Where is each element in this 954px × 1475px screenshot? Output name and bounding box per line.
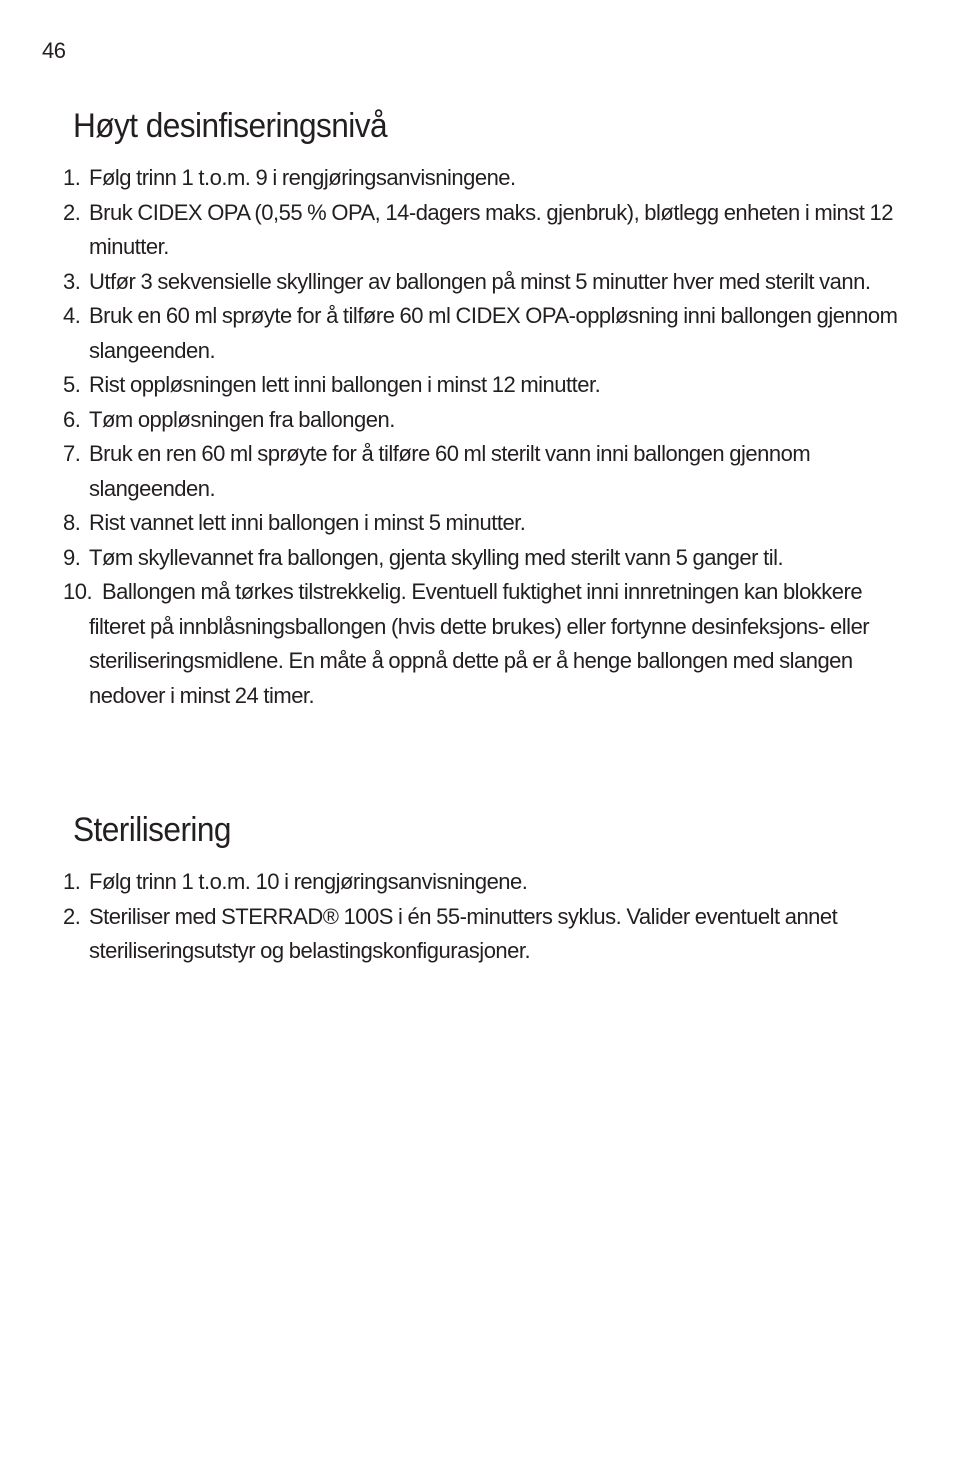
- page-number: 46: [42, 38, 66, 63]
- list-item: [0, 575, 919, 713]
- step-text: Følg trinn 1 t.o.m. 9 i rengjøringsanvisningene.: [89, 165, 516, 190]
- step-text: Rist oppløsningen lett inni ballongen i minst 12 minutter.: [89, 372, 601, 397]
- list-item: [0, 161, 919, 196]
- section-title: Høyt desinfiseringsnivå: [73, 107, 388, 145]
- step-number: 1.: [63, 869, 81, 894]
- list-item: [0, 865, 919, 900]
- step-list: [0, 865, 954, 969]
- list-item: [0, 403, 919, 438]
- step-number: 8.: [63, 510, 81, 535]
- section-title: Sterilisering: [73, 811, 231, 849]
- step-text: Bruk CIDEX OPA (0,55 % OPA, 14-dagers maks. gjenbruk), bløtlegg enheten i minst 12 minutter.: [89, 199, 893, 259]
- step-number: 2.: [63, 199, 81, 225]
- section-high-level-disinfection: [0, 104, 954, 713]
- step-number: 9.: [63, 544, 81, 570]
- step-text: Ballongen må tørkes tilstrekkelig. Eventuell fuktighet inni innretningen kan blokkere filteret på innblåsningsballongen (hvis dette brukes) eller fortynne desinfeksjons- eller steriliseringsmidlene. En måte å oppnå dette på er å henge ballongen med slangen nedover i minst 24 timer.: [89, 579, 870, 708]
- step-number: 10.: [63, 579, 93, 604]
- list-item: [0, 196, 919, 265]
- step-text: Utfør 3 sekvensielle skyllinger av ballongen på minst 5 minutter hver med sterilt vann.: [89, 268, 871, 294]
- section-sterilization: [0, 808, 954, 969]
- step-text: Tøm oppløsningen fra ballongen.: [89, 406, 395, 432]
- step-text: Bruk en 60 ml sprøyte for å tilføre 60 ml CIDEX OPA-oppløsning inni ballongen gjennom slangeenden.: [89, 303, 898, 363]
- list-item: [0, 900, 919, 969]
- step-text: Steriliser med STERRAD® 100S i én 55-minutters syklus. Valider eventuelt annet steriliseringsutstyr og belastingskonfigurasjoner.: [89, 903, 838, 963]
- step-number: 6.: [63, 406, 81, 432]
- step-text: Følg trinn 1 t.o.m. 10 i rengjøringsanvisningene.: [89, 869, 528, 894]
- step-number: 4.: [63, 303, 81, 328]
- step-text: Tøm skyllevannet fra ballongen, gjenta skylling med sterilt vann 5 ganger til.: [89, 544, 784, 570]
- step-number: 7.: [63, 441, 81, 466]
- list-item: [0, 368, 919, 403]
- list-item: [0, 265, 919, 300]
- step-number: 3.: [63, 268, 81, 294]
- list-item: [0, 541, 919, 576]
- step-number: 5.: [63, 372, 81, 397]
- step-number: 2.: [63, 903, 81, 929]
- step-text: Bruk en ren 60 ml sprøyte for å tilføre 60 ml sterilt vann inni ballongen gjennom slangeenden.: [89, 441, 811, 501]
- list-item: [0, 506, 919, 541]
- list-item: [0, 437, 919, 506]
- list-item: [0, 299, 919, 368]
- step-text: Rist vannet lett inni ballongen i minst 5 minutter.: [89, 510, 526, 535]
- step-number: 1.: [63, 165, 81, 190]
- step-list: [0, 161, 954, 713]
